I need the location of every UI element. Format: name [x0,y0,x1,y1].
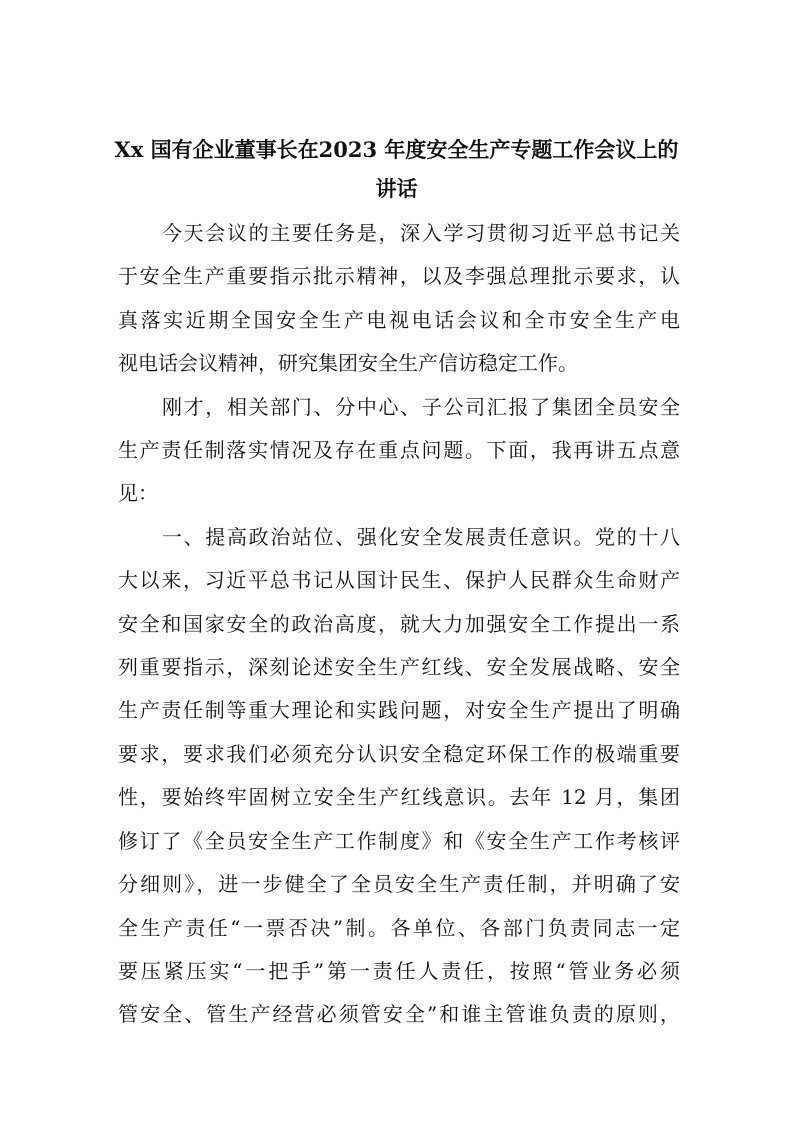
paragraph [118,386,680,516]
paragraph-line: 生产责任制等重大理论和实践问题，对安全生产提出了明确 [118,698,680,723]
paragraph-line: 管安全、管生产经营必须管安全”和谁主管谁负责的原则， [118,1002,680,1027]
paragraph-line: 安全和国家安全的政治高度，就大力加强安全工作提出一系 [118,611,680,636]
paragraph-line: 全生产责任“一票否决”制。各单位、各部门负责同志一定 [118,915,680,940]
paragraph-line: 要求，要求我们必须充分认识安全稳定环保工作的极端重要 [118,741,680,766]
paragraph-line: 真落实近期全国安全生产电视电话会议和全市安全生产电 [118,307,680,332]
paragraph-line: 今天会议的主要任务是，深入学习贯彻习近平总书记关 [162,221,680,245]
paragraph-line: 生产责任制落实情况及存在重点问题。下面，我再讲五点意 [118,438,680,463]
paragraph-line: 于安全生产重要指示批示精神，以及李强总理批示要求，认 [118,264,680,289]
paragraph-line: 刚才，相关部门、分中心、子公司汇报了集团全员安全 [162,394,680,419]
paragraph-line: 见： [118,481,158,506]
paragraph-line: 要压紧压实“一把手”第一责任人责任，按照“管业务必须 [118,958,680,983]
document-title-line-1: Xx 国有企业董事长在2023 年度安全生产专题工作会议上的 [114,137,679,162]
paragraph-line: 修订了《全员安全生产工作制度》和《安全生产工作考核评 [118,828,680,853]
paragraph [118,516,680,1037]
paragraph-line: 一、提高政治站位、强化安全发展责任意识。党的十八 [162,524,680,549]
paragraph-line: 列重要指示，深刻论述安全生产红线、安全发展战略、安全 [118,655,680,680]
paragraph-line: 视电话会议精神，研究集团安全生产信访稳定工作。 [118,351,578,376]
document-title-line-2: 讲话 [375,176,418,201]
document-body [118,212,680,1037]
paragraph-line: 大以来，习近平总书记从国计民生、保护人民群众生命财产 [118,568,680,593]
paragraph-line: 分细则》，进一步健全了全员安全生产责任制，并明确了安 [118,872,680,897]
paragraph [118,212,680,386]
paragraph-line: 性，要始终牢固树立安全生产红线意识。去年 12 月，集团 [118,785,680,810]
